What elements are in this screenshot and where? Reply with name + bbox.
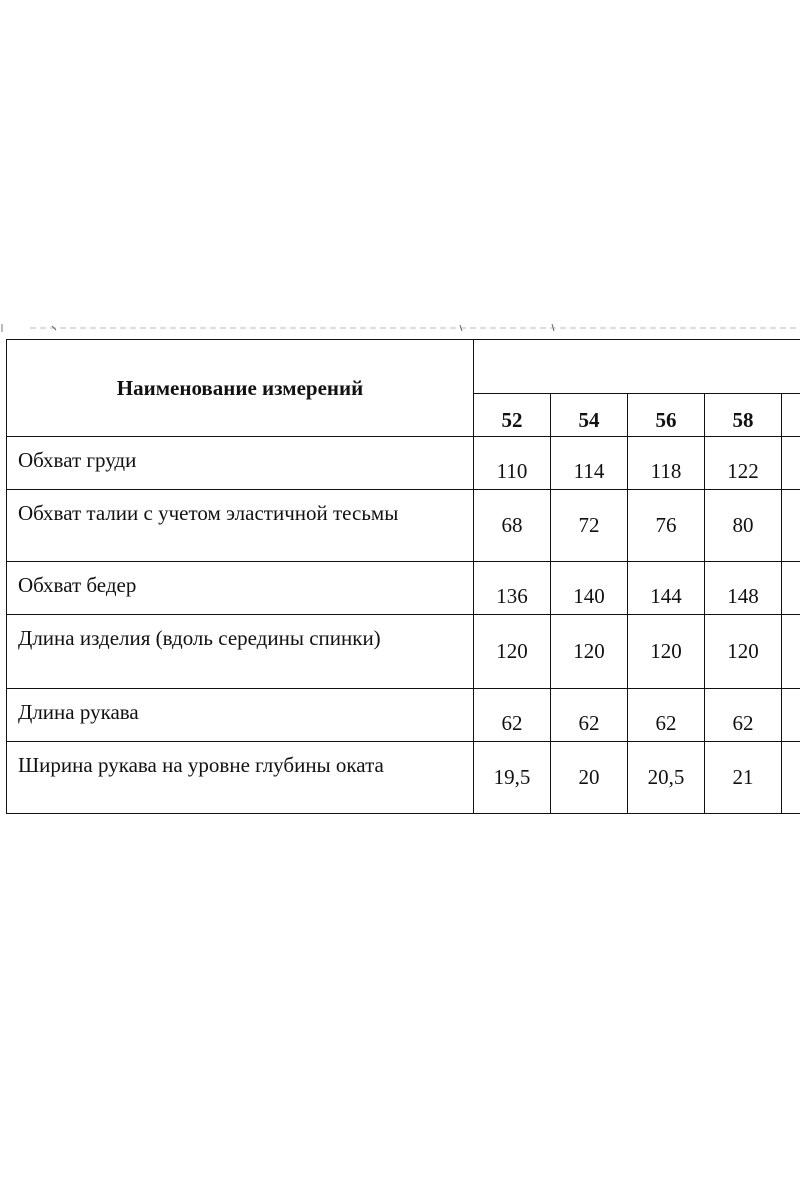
header-row-top <box>7 340 800 394</box>
table-cell: 21 <box>705 742 782 814</box>
table-cell: 114 <box>551 437 628 490</box>
table-cell: 20,5 <box>628 742 705 814</box>
size-header-52: 52 <box>474 394 551 437</box>
table-cell: 72 <box>551 490 628 562</box>
table-cell: 140 <box>551 562 628 615</box>
table-row <box>7 437 800 490</box>
table-cell: 120 <box>705 615 782 689</box>
table-cell: 122 <box>705 437 782 490</box>
cut-off-cell <box>782 615 800 689</box>
table-cell: 120 <box>551 615 628 689</box>
table-cell: 118 <box>628 437 705 490</box>
table-cell: 62 <box>628 689 705 742</box>
row-label-hips: Обхват бедер <box>7 562 474 615</box>
row-label-sleeve-width: Ширина рукава на уровне глубины оката <box>7 742 474 814</box>
size-header-58: 58 <box>705 394 782 437</box>
size-chart-table <box>6 339 800 814</box>
table-cell: 62 <box>551 689 628 742</box>
size-header-56: 56 <box>628 394 705 437</box>
table-row <box>7 490 800 562</box>
table-cell: 80 <box>705 490 782 562</box>
cut-off-cell <box>782 437 800 490</box>
cut-off-cell <box>782 562 800 615</box>
table-row <box>7 689 800 742</box>
table-cell: 144 <box>628 562 705 615</box>
table-cell: 19,5 <box>474 742 551 814</box>
table-cell: 62 <box>474 689 551 742</box>
row-label-garment-length: Длина изделия (вдоль середины спинки) <box>7 615 474 689</box>
table-cell: 110 <box>474 437 551 490</box>
row-label-sleeve-length: Длина рукава <box>7 689 474 742</box>
table-cell: 68 <box>474 490 551 562</box>
cut-off-column <box>782 394 800 437</box>
size-header-54: 54 <box>551 394 628 437</box>
table-row <box>7 562 800 615</box>
table-cell: 20 <box>551 742 628 814</box>
sizes-group-header <box>474 340 800 394</box>
cut-off-cell <box>782 742 800 814</box>
row-label-chest: Обхват груди <box>7 437 474 490</box>
table-cell: 136 <box>474 562 551 615</box>
cut-off-cell <box>782 490 800 562</box>
measurement-name-header: Наименование измерений <box>7 340 474 437</box>
scan-artifact-marks <box>0 318 800 334</box>
table-cell: 76 <box>628 490 705 562</box>
table-row <box>7 742 800 814</box>
table-row <box>7 615 800 689</box>
table-cell: 62 <box>705 689 782 742</box>
table-cell: 120 <box>474 615 551 689</box>
table-cell: 148 <box>705 562 782 615</box>
cut-off-cell <box>782 689 800 742</box>
table-cell: 120 <box>628 615 705 689</box>
row-label-waist: Обхват талии с учетом эластичной тесьмы <box>7 490 474 562</box>
